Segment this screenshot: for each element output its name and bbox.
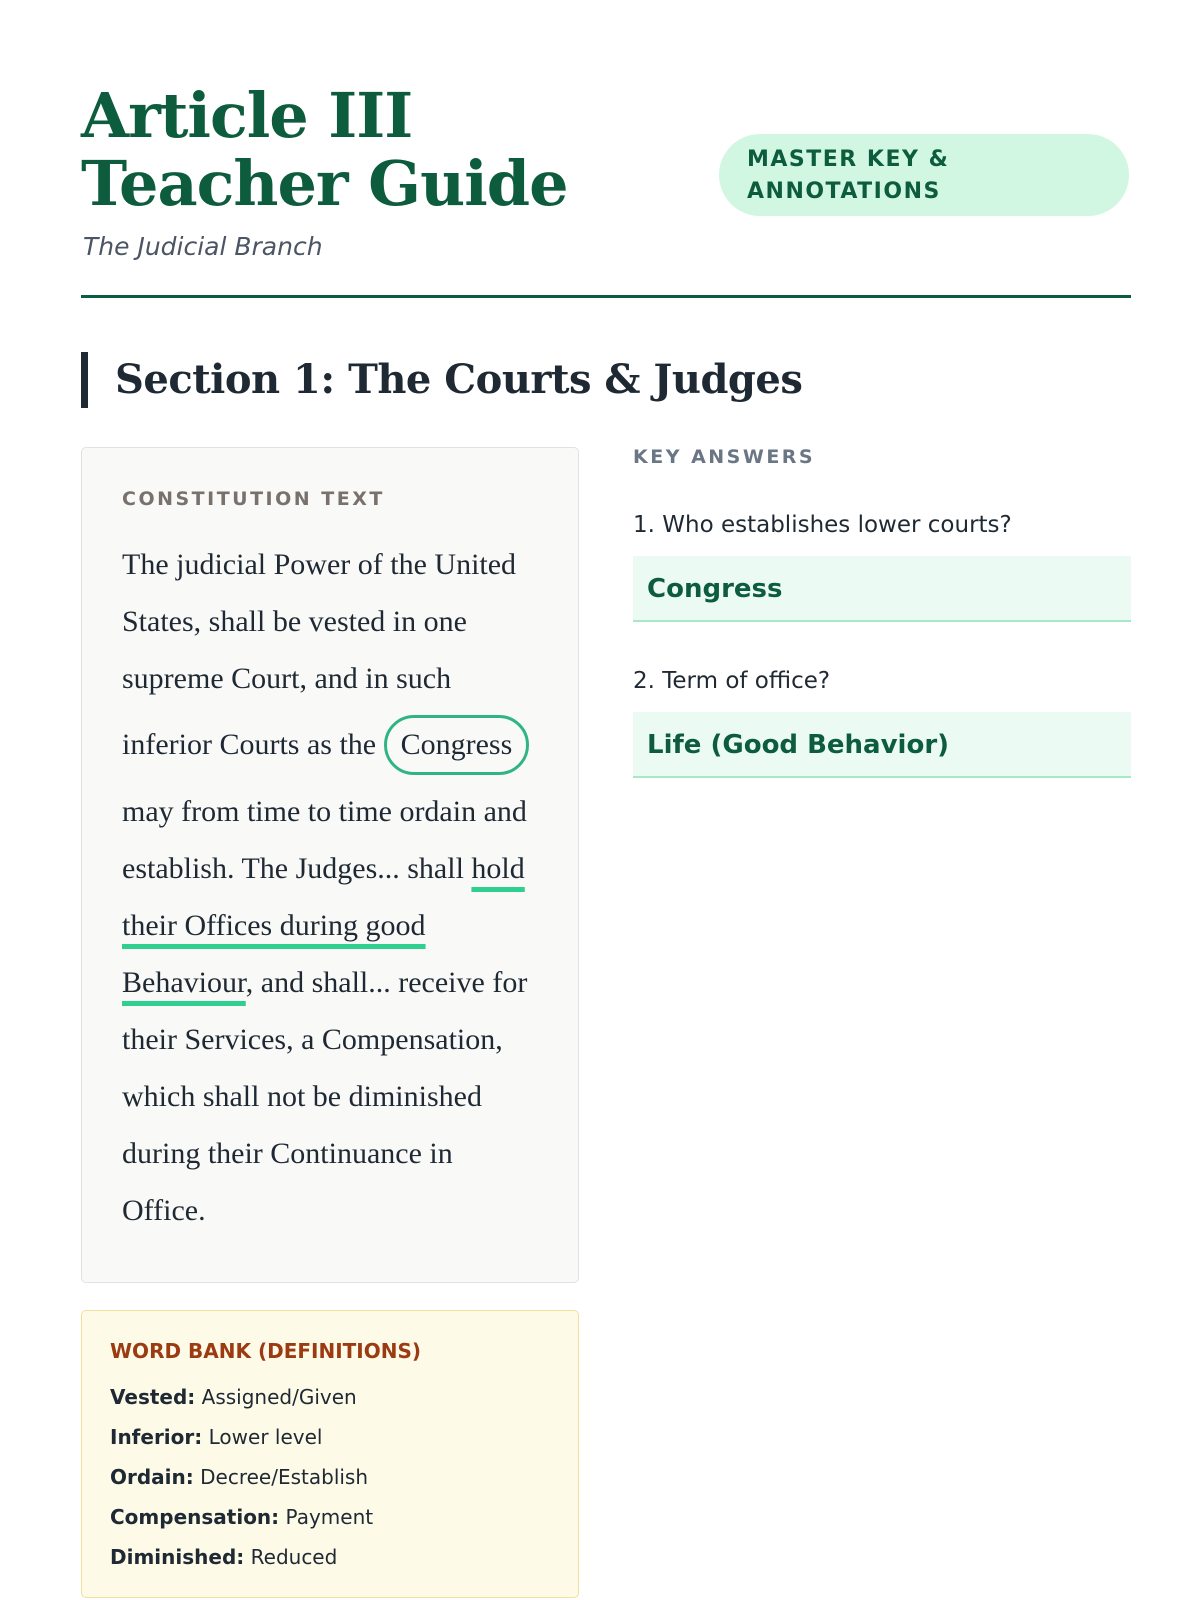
master-key-badge <box>719 134 1129 216</box>
constitution-text-label: CONSTITUTION TEXT <box>122 488 385 510</box>
section-heading: Section 1: The Courts & Judges <box>81 352 802 408</box>
constitution-text-part-2: may from time to time ordain and establish. The Judges... shall <box>122 795 527 885</box>
word-bank-definition: Assigned/Given <box>195 1385 357 1409</box>
key-answers-panel <box>633 446 1131 824</box>
constitution-text-part-3: , and shall... receive for their Services, a Compensation, which shall not be diminished during their Continuance in Office. <box>122 966 528 1227</box>
word-bank-entry <box>110 1497 550 1537</box>
circled-word-congress: Congress <box>384 715 530 775</box>
word-bank-term: Vested: <box>110 1385 196 1409</box>
teacher-guide-page <box>81 0 1131 1569</box>
word-bank-entry <box>110 1537 550 1577</box>
word-bank-entry <box>110 1377 550 1417</box>
word-bank-term: Inferior: <box>110 1425 203 1449</box>
question-1: 1. Who establishes lower courts? <box>633 512 1012 538</box>
answer-2: Life (Good Behavior) <box>633 712 1131 778</box>
word-bank-definition: Decree/Establish <box>193 1465 369 1489</box>
word-bank-term: Compensation: <box>110 1505 280 1529</box>
header-divider <box>81 295 1131 298</box>
word-bank-term: Ordain: <box>110 1465 194 1489</box>
word-bank-box <box>81 1310 579 1598</box>
word-bank-definition: Lower level <box>202 1425 323 1449</box>
constitution-text-part-1: The judicial Power of the United States, shall be vested in one supreme Court, and in such inferior Courts as the <box>122 548 517 761</box>
page-subtitle: The Judicial Branch <box>83 232 323 261</box>
constitution-text <box>122 536 542 1239</box>
word-bank-definition: Payment <box>279 1505 374 1529</box>
key-answers-label: KEY ANSWERS <box>633 446 816 468</box>
question-2: 2. Term of office? <box>633 668 831 694</box>
badge-line-2: ANNOTATIONS <box>747 179 941 204</box>
constitution-text-box <box>81 447 579 1283</box>
word-bank-entry <box>110 1457 550 1497</box>
answer-1: Congress <box>633 556 1131 622</box>
underlined-phrase-good-behaviour: hold their Offices during good Behaviour <box>122 852 525 999</box>
page-title: Article III Teacher Guide <box>81 79 568 220</box>
badge-line-1: MASTER KEY & <box>747 147 950 172</box>
word-bank-term: Diminished: <box>110 1545 245 1569</box>
word-bank-entry <box>110 1417 550 1457</box>
word-bank-definition: Reduced <box>244 1545 338 1569</box>
page-header <box>81 0 1131 300</box>
word-bank-title: WORD BANK (DEFINITIONS) <box>110 1339 422 1363</box>
